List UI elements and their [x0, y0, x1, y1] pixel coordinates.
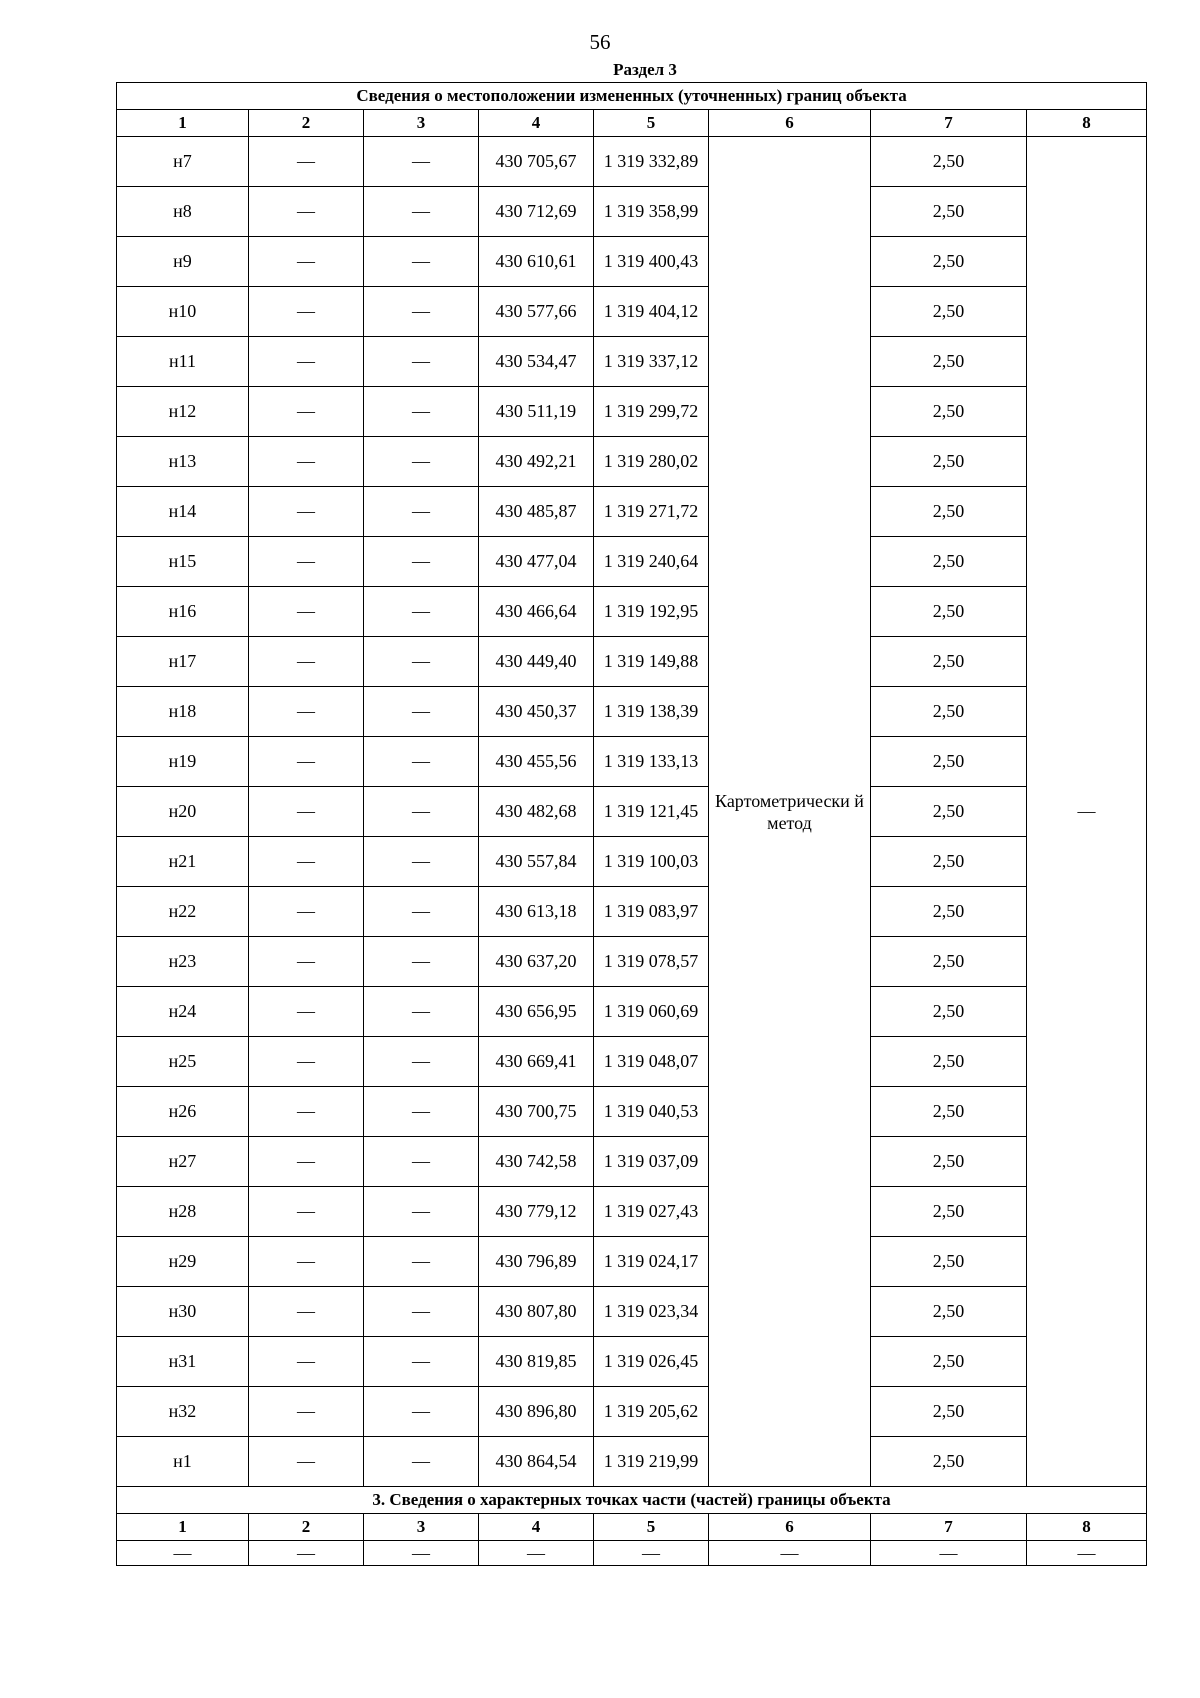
accuracy-cell: 2,50 [871, 237, 1027, 287]
y-coordinate-cell: 1 319 121,45 [594, 787, 709, 837]
x-coordinate-cell: 430 511,19 [479, 387, 594, 437]
x-coordinate-cell: 430 896,80 [479, 1387, 594, 1437]
accuracy-cell: 2,50 [871, 1087, 1027, 1137]
y-coordinate-cell: 1 319 024,17 [594, 1237, 709, 1287]
table-row [117, 987, 1147, 1037]
col3-cell: — [364, 487, 479, 537]
part-cell: — [479, 1541, 594, 1566]
x-coordinate-cell: 430 477,04 [479, 537, 594, 587]
part-cell: — [117, 1541, 249, 1566]
col3-cell: — [364, 1137, 479, 1187]
col3-cell: — [364, 187, 479, 237]
col2-cell: — [249, 587, 364, 637]
accuracy-cell: 2,50 [871, 937, 1027, 987]
table-row [117, 787, 1147, 837]
part-column-header-8: 8 [1027, 1514, 1147, 1541]
point-name-cell: н11 [117, 337, 249, 387]
part-cell: — [871, 1541, 1027, 1566]
col3-cell: — [364, 887, 479, 937]
accuracy-cell: 2,50 [871, 837, 1027, 887]
y-coordinate-cell: 1 319 023,34 [594, 1287, 709, 1337]
part-cell: — [709, 1541, 871, 1566]
y-coordinate-cell: 1 319 192,95 [594, 587, 709, 637]
page-number: 56 [589, 30, 611, 54]
column-header-7: 7 [871, 110, 1027, 137]
accuracy-cell: 2,50 [871, 887, 1027, 937]
part-column-header-7: 7 [871, 1514, 1027, 1541]
col3-cell: — [364, 1387, 479, 1437]
point-name-cell: н14 [117, 487, 249, 537]
part-column-header-row [117, 1514, 1147, 1541]
part-cell: — [364, 1541, 479, 1566]
point-name-cell: н15 [117, 537, 249, 587]
accuracy-cell: 2,50 [871, 337, 1027, 387]
col3-cell: — [364, 237, 479, 287]
col2-cell: — [249, 237, 364, 287]
x-coordinate-cell: 430 656,95 [479, 987, 594, 1037]
column-header-8: 8 [1027, 110, 1147, 137]
x-coordinate-cell: 430 455,56 [479, 737, 594, 787]
part-column-header-6: 6 [709, 1514, 871, 1541]
point-name-cell: н26 [117, 1087, 249, 1137]
col2-cell: — [249, 1137, 364, 1187]
part-cell: — [249, 1541, 364, 1566]
accuracy-cell: 2,50 [871, 187, 1027, 237]
point-name-cell: н27 [117, 1137, 249, 1187]
col3-cell: — [364, 1237, 479, 1287]
part-column-header-1: 1 [117, 1514, 249, 1541]
accuracy-cell: 2,50 [871, 1037, 1027, 1087]
accuracy-cell: 2,50 [871, 1137, 1027, 1187]
column-header-row [117, 110, 1147, 137]
col2-cell: — [249, 1037, 364, 1087]
x-coordinate-cell: 430 450,37 [479, 687, 594, 737]
point-name-cell: н1 [117, 1437, 249, 1487]
table-row [117, 1187, 1147, 1237]
col2-cell: — [249, 1437, 364, 1487]
col2-cell: — [249, 287, 364, 337]
col3-cell: — [364, 587, 479, 637]
point-name-cell: н25 [117, 1037, 249, 1087]
point-name-cell: н17 [117, 637, 249, 687]
col2-cell: — [249, 737, 364, 787]
y-coordinate-cell: 1 319 040,53 [594, 1087, 709, 1137]
part-column-header-2: 2 [249, 1514, 364, 1541]
x-coordinate-cell: 430 796,89 [479, 1237, 594, 1287]
col3-cell: — [364, 1037, 479, 1087]
table-row [117, 637, 1147, 687]
point-name-cell: н32 [117, 1387, 249, 1437]
y-coordinate-cell: 1 319 219,99 [594, 1437, 709, 1487]
accuracy-cell: 2,50 [871, 137, 1027, 187]
table-row [117, 1137, 1147, 1187]
x-coordinate-cell: 430 492,21 [479, 437, 594, 487]
col2-cell: — [249, 337, 364, 387]
x-coordinate-cell: 430 534,47 [479, 337, 594, 387]
column-header-4: 4 [479, 110, 594, 137]
col3-cell: — [364, 837, 479, 887]
accuracy-cell: 2,50 [871, 287, 1027, 337]
accuracy-cell: 2,50 [871, 487, 1027, 537]
table-row [117, 937, 1147, 987]
point-name-cell: н10 [117, 287, 249, 337]
part-cell: — [594, 1541, 709, 1566]
table-row [117, 1437, 1147, 1487]
col3-cell: — [364, 987, 479, 1037]
table-body [117, 137, 1147, 1487]
table-row [117, 1087, 1147, 1137]
x-coordinate-cell: 430 482,68 [479, 787, 594, 837]
col2-cell: — [249, 987, 364, 1037]
col3-cell: — [364, 537, 479, 587]
y-coordinate-cell: 1 319 205,62 [594, 1387, 709, 1437]
col3-cell: — [364, 1437, 479, 1487]
column-header-6: 6 [709, 110, 871, 137]
point-name-cell: н23 [117, 937, 249, 987]
point-name-cell: н13 [117, 437, 249, 487]
point-name-cell: н21 [117, 837, 249, 887]
accuracy-cell: 2,50 [871, 587, 1027, 637]
point-name-cell: н7 [117, 137, 249, 187]
col3-cell: — [364, 1337, 479, 1387]
col2-cell: — [249, 1237, 364, 1287]
col3-cell: — [364, 687, 479, 737]
col8-cell: — [1027, 137, 1147, 1487]
x-coordinate-cell: 430 807,80 [479, 1287, 594, 1337]
point-name-cell: н8 [117, 187, 249, 237]
accuracy-cell: 2,50 [871, 437, 1027, 487]
x-coordinate-cell: 430 864,54 [479, 1437, 594, 1487]
col2-cell: — [249, 187, 364, 237]
point-name-cell: н9 [117, 237, 249, 287]
y-coordinate-cell: 1 319 358,99 [594, 187, 709, 237]
col3-cell: — [364, 637, 479, 687]
col2-cell: — [249, 537, 364, 587]
part-column-header-4: 4 [479, 1514, 594, 1541]
column-header-2: 2 [249, 110, 364, 137]
point-name-cell: н20 [117, 787, 249, 837]
col2-cell: — [249, 687, 364, 737]
col2-cell: — [249, 1287, 364, 1337]
table-row [117, 737, 1147, 787]
accuracy-cell: 2,50 [871, 537, 1027, 587]
col2-cell: — [249, 887, 364, 937]
col3-cell: — [364, 1187, 479, 1237]
x-coordinate-cell: 430 712,69 [479, 187, 594, 237]
table-row [117, 337, 1147, 387]
accuracy-cell: 2,50 [871, 1187, 1027, 1237]
accuracy-cell: 2,50 [871, 1237, 1027, 1287]
table-row [117, 1337, 1147, 1387]
table-row [117, 1037, 1147, 1087]
col3-cell: — [364, 1287, 479, 1337]
point-name-cell: н28 [117, 1187, 249, 1237]
x-coordinate-cell: 430 557,84 [479, 837, 594, 887]
table-row [117, 387, 1147, 437]
x-coordinate-cell: 430 610,61 [479, 237, 594, 287]
table-row [117, 1237, 1147, 1287]
col2-cell: — [249, 787, 364, 837]
col3-cell: — [364, 737, 479, 787]
y-coordinate-cell: 1 319 404,12 [594, 287, 709, 337]
table-row [117, 187, 1147, 237]
x-coordinate-cell: 430 466,64 [479, 587, 594, 637]
y-coordinate-cell: 1 319 332,89 [594, 137, 709, 187]
table-row [117, 687, 1147, 737]
col2-cell: — [249, 837, 364, 887]
y-coordinate-cell: 1 319 337,12 [594, 337, 709, 387]
y-coordinate-cell: 1 319 280,02 [594, 437, 709, 487]
y-coordinate-cell: 1 319 078,57 [594, 937, 709, 987]
col2-cell: — [249, 137, 364, 187]
col2-cell: — [249, 637, 364, 687]
accuracy-cell: 2,50 [871, 1287, 1027, 1337]
point-name-cell: н31 [117, 1337, 249, 1387]
table-row [117, 237, 1147, 287]
table-title: Сведения о местоположении измененных (уточненных) границ объекта [117, 83, 1147, 110]
table-row [117, 437, 1147, 487]
col3-cell: — [364, 287, 479, 337]
accuracy-cell: 2,50 [871, 737, 1027, 787]
table-row [117, 537, 1147, 587]
y-coordinate-cell: 1 319 060,69 [594, 987, 709, 1037]
accuracy-cell: 2,50 [871, 1337, 1027, 1387]
part-table-row [117, 1541, 1147, 1566]
part-column-header-5: 5 [594, 1514, 709, 1541]
column-header-1: 1 [117, 110, 249, 137]
y-coordinate-cell: 1 319 027,43 [594, 1187, 709, 1237]
accuracy-cell: 2,50 [871, 637, 1027, 687]
part-section-title: 3. Сведения о характерных точках части (частей) границы объекта [117, 1487, 1147, 1514]
x-coordinate-cell: 430 742,58 [479, 1137, 594, 1187]
accuracy-cell: 2,50 [871, 687, 1027, 737]
col3-cell: — [364, 337, 479, 387]
col3-cell: — [364, 387, 479, 437]
table-row [117, 1387, 1147, 1437]
x-coordinate-cell: 430 577,66 [479, 287, 594, 337]
section-label: Раздел 3 [613, 60, 677, 79]
y-coordinate-cell: 1 319 048,07 [594, 1037, 709, 1087]
point-name-cell: н16 [117, 587, 249, 637]
col2-cell: — [249, 1387, 364, 1437]
x-coordinate-cell: 430 779,12 [479, 1187, 594, 1237]
point-name-cell: н29 [117, 1237, 249, 1287]
y-coordinate-cell: 1 319 240,64 [594, 537, 709, 587]
x-coordinate-cell: 430 700,75 [479, 1087, 594, 1137]
y-coordinate-cell: 1 319 100,03 [594, 837, 709, 887]
col3-cell: — [364, 937, 479, 987]
part-section [117, 1487, 1147, 1566]
y-coordinate-cell: 1 319 138,39 [594, 687, 709, 737]
x-coordinate-cell: 430 637,20 [479, 937, 594, 987]
accuracy-cell: 2,50 [871, 387, 1027, 437]
y-coordinate-cell: 1 319 083,97 [594, 887, 709, 937]
part-cell: — [1027, 1541, 1147, 1566]
x-coordinate-cell: 430 613,18 [479, 887, 594, 937]
col3-cell: — [364, 1087, 479, 1137]
table-row [117, 587, 1147, 637]
col3-cell: — [364, 137, 479, 187]
col2-cell: — [249, 1337, 364, 1387]
table-row [117, 287, 1147, 337]
col3-cell: — [364, 787, 479, 837]
point-name-cell: н24 [117, 987, 249, 1037]
x-coordinate-cell: 430 705,67 [479, 137, 594, 187]
point-name-cell: н19 [117, 737, 249, 787]
y-coordinate-cell: 1 319 299,72 [594, 387, 709, 437]
part-column-header-3: 3 [364, 1514, 479, 1541]
x-coordinate-cell: 430 449,40 [479, 637, 594, 687]
col2-cell: — [249, 487, 364, 537]
table-row [117, 487, 1147, 537]
table-row [117, 137, 1147, 187]
accuracy-cell: 2,50 [871, 1387, 1027, 1437]
col2-cell: — [249, 387, 364, 437]
y-coordinate-cell: 1 319 271,72 [594, 487, 709, 537]
y-coordinate-cell: 1 319 133,13 [594, 737, 709, 787]
point-name-cell: н18 [117, 687, 249, 737]
col2-cell: — [249, 1087, 364, 1137]
column-header-3: 3 [364, 110, 479, 137]
method-cell: Картометрически й метод [709, 137, 871, 1487]
table-row [117, 887, 1147, 937]
point-name-cell: н30 [117, 1287, 249, 1337]
table-row [117, 1287, 1147, 1337]
col2-cell: — [249, 1187, 364, 1237]
y-coordinate-cell: 1 319 400,43 [594, 237, 709, 287]
accuracy-cell: 2,50 [871, 987, 1027, 1037]
part-section-title-row [117, 1487, 1147, 1514]
point-name-cell: н12 [117, 387, 249, 437]
accuracy-cell: 2,50 [871, 1437, 1027, 1487]
col3-cell: — [364, 437, 479, 487]
boundary-points-table [116, 82, 1147, 1566]
col2-cell: — [249, 437, 364, 487]
column-header-5: 5 [594, 110, 709, 137]
y-coordinate-cell: 1 319 037,09 [594, 1137, 709, 1187]
table-row [117, 837, 1147, 887]
y-coordinate-cell: 1 319 149,88 [594, 637, 709, 687]
point-name-cell: н22 [117, 887, 249, 937]
x-coordinate-cell: 430 669,41 [479, 1037, 594, 1087]
col2-cell: — [249, 937, 364, 987]
y-coordinate-cell: 1 319 026,45 [594, 1337, 709, 1387]
x-coordinate-cell: 430 485,87 [479, 487, 594, 537]
accuracy-cell: 2,50 [871, 787, 1027, 837]
x-coordinate-cell: 430 819,85 [479, 1337, 594, 1387]
